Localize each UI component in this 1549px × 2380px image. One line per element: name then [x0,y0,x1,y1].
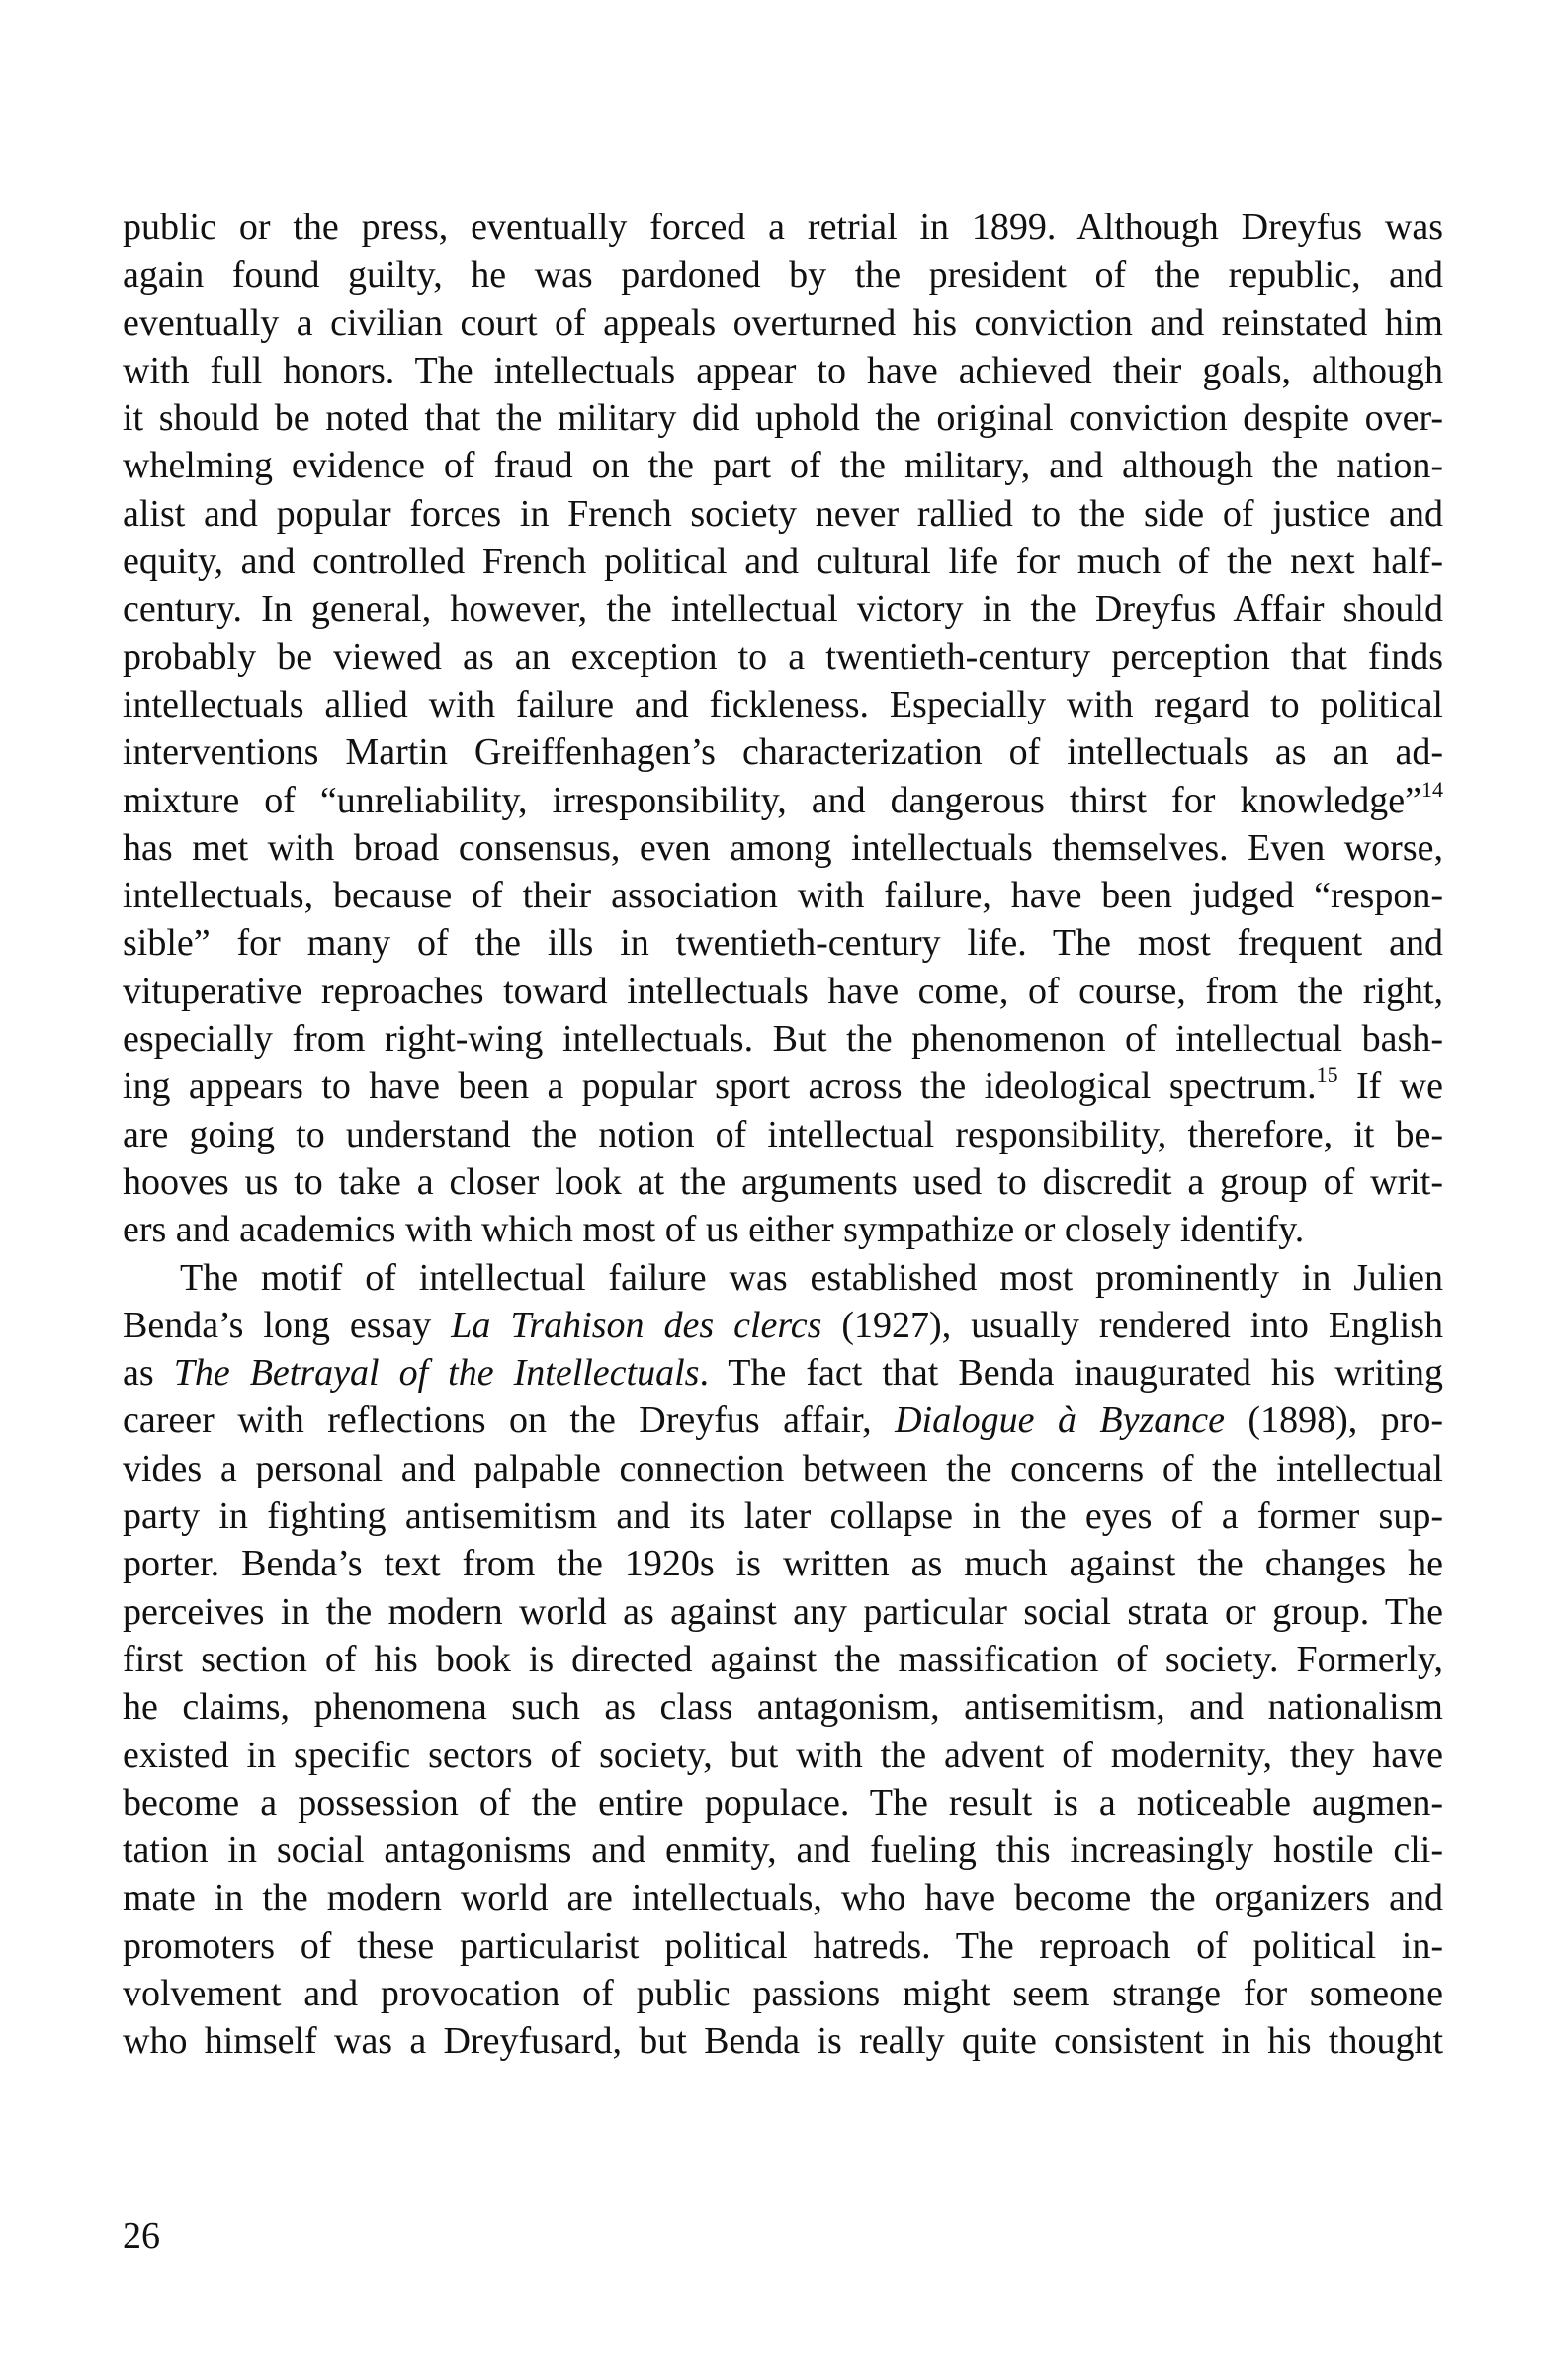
book-title: The Betrayal of the Intellectuals [173,1352,700,1395]
book-title: Dialogue à Byzance [895,1400,1225,1442]
text-line: The motif of intellectual failure was established most prominently in Julien [180,1256,1443,1299]
book-title: La Trahison des clercs [451,1304,822,1346]
text-line: vides a personal and palpable connection between the concerns of the intellectual [123,1447,1443,1489]
footnote-marker: 15 [1316,1062,1338,1088]
text-line: volvement and provocation of public passions might seem strange for someone [123,1972,1443,2014]
text-line: existed in specific sectors of society, but with the advent of modernity, they have [123,1734,1443,1776]
text-line: especially from right-wing intellectuals. But the phenomenon of intellectual bash- [123,1018,1443,1061]
text-line: perceives in the modern world as against any particular social strata or group. The [123,1590,1443,1633]
text-line: century. In general, however, the intellectual victory in the Dreyfus Affair should [123,588,1443,631]
page-number: 26 [123,2215,160,2256]
text-line: tation in social antagonisms and enmity, and fueling this increasingly hostile cli- [123,1829,1443,1872]
text-line: public or the press, eventually forced a retrial in 1899. Although Dreyfus was [123,207,1443,248]
text-line: ing appears to have been a popular sport across the ideological spectrum.$^{15}$ If we [123,1062,1443,1108]
text-line: alist and popular forces in French society never rallied to the side of justice and [123,492,1443,535]
text-line: equity, and controlled French political and cultural life for much of the next half- [123,541,1443,583]
text-line: first section of his book is directed against the massification of society. Formerly, [123,1638,1443,1680]
text-line: hooves us to take a closer look at the arguments used to discredit a group of writ- [123,1160,1443,1203]
text-line: promoters of these particularist political hatreds. The reproach of political in- [123,1924,1443,1967]
text-line: mixture of “unreliability, irresponsibility, and dangerous thirst for knowledge”$^{14}$ [123,776,1443,821]
text-line: ers and academics with which most of us either sympathize or closely identify. [123,1209,1305,1251]
text-line: become a possession of the entire populace. The result is a noticeable augmen- [123,1781,1443,1824]
text-line: with full honors. The intellectuals appear to have achieved their goals, although [123,349,1443,391]
text-line: intellectuals, because of their association with failure, have been judged “respon- [123,875,1443,917]
text-line: porter. Benda’s text from the 1920s is written as much against the changes he [123,1543,1443,1585]
text-line: again found guilty, he was pardoned by the president of the republic, and [123,254,1443,297]
text-line: who himself was a Dreyfusard, but Benda is really quite consistent in his thought [123,2020,1443,2063]
text-line: interventions Martin Greiffenhagen’s characterization of intellectuals as an ad- [123,731,1443,774]
body-text [123,204,1443,2066]
text-line: mate in the modern world are intellectuals, who have become the organizers and [123,1877,1443,1919]
text-line: career with reflections on the Dreyfus affair, Dialogue à Byzance (1898), pro- [123,1400,1443,1442]
text-line: intellectuals allied with failure and fickleness. Especially with regard to political [123,683,1443,725]
text-line: are going to understand the notion of intellectual responsibility, therefore, it be- [123,1113,1443,1155]
text-line: probably be viewed as an exception to a twentieth-century perception that finds [123,636,1443,678]
text-line: sible” for many of the ills in twentieth-century life. The most frequent and [123,922,1443,965]
text-line: party in fighting antisemitism and its later collapse in the eyes of a former sup- [123,1495,1443,1538]
text-line: it should be noted that the military did uphold the original conviction despite over- [123,397,1443,440]
text-line: he claims, phenomena such as class antagonism, antisemitism, and nationalism [123,1686,1443,1729]
text-line: Benda’s long essay La Trahison des clercs (1927), usually rendered into English [123,1304,1444,1346]
text-line: as The Betrayal of the Intellectuals. The fact that Benda inaugurated his writing [123,1352,1443,1395]
text-line: whelming evidence of fraud on the part of the military, and although the nation- [123,445,1443,487]
text-line: eventually a civilian court of appeals overturned his conviction and reinstated him [123,301,1443,344]
text-line: vituperative reproaches toward intellectuals have come, of course, from the right, [123,970,1443,1012]
footnote-marker: 14 [1421,776,1443,802]
text-line: has met with broad consensus, even among intellectuals themselves. Even worse, [123,826,1443,869]
